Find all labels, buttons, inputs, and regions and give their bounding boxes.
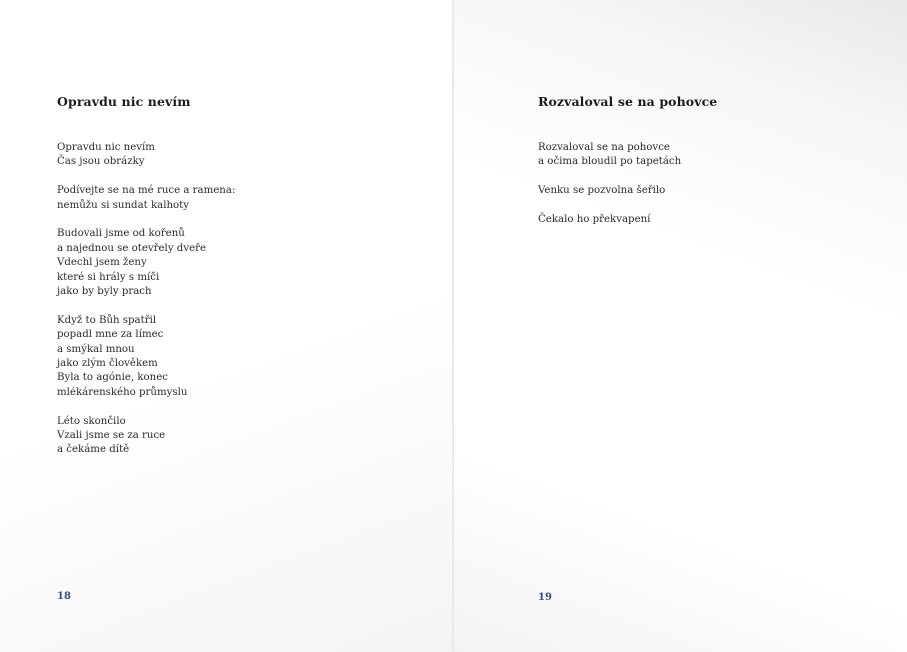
page-number: 18 <box>57 591 71 602</box>
stanza <box>538 184 681 198</box>
poem-line: a očima bloudil po tapetách <box>538 156 682 168</box>
poem-line: Vdechl jsem ženy <box>57 257 147 269</box>
poem-line: Vzali jsme se za ruce <box>57 430 166 442</box>
poem-title: Rozvaloval se na pohovce <box>538 94 718 109</box>
poem-line: Budovali jsme od kořenů <box>57 228 185 240</box>
poem-line: jako by byly prach <box>57 286 152 298</box>
poem-line: mlékárenského průmyslu <box>57 386 188 398</box>
stanza <box>57 184 235 213</box>
poem-line: Čas jsou obrázky <box>57 156 145 168</box>
right-page <box>454 0 907 652</box>
stanza <box>57 314 235 400</box>
poem-line: a čekáme dítě <box>57 444 130 456</box>
stanza <box>57 141 235 170</box>
poem-line: Venku se pozvolna šeřilo <box>538 185 666 197</box>
poem-line: a smýkal mnou <box>57 343 135 355</box>
poem-line: Když to Bůh spatřil <box>57 314 157 326</box>
poem-line: Podívejte se na mé ruce a ramena: <box>57 185 236 197</box>
stanza <box>57 415 235 458</box>
poem-title: Opravdu nic nevím <box>57 94 191 109</box>
stanza <box>538 213 681 227</box>
poem-line: popadl mne za límec <box>57 329 164 341</box>
page-number: 19 <box>538 592 552 603</box>
stanza <box>57 227 235 299</box>
stanza <box>538 141 681 170</box>
poem-body <box>57 141 235 472</box>
poem-line: Rozvaloval se na pohovce <box>538 142 670 153</box>
poem-line: Čekalo ho překvapení <box>538 214 651 225</box>
poem-line: nemůžu si sundat kalhoty <box>57 199 190 211</box>
poem-line: a najednou se otevřely dveře <box>57 242 207 254</box>
poem-line: Opravdu nic nevím <box>57 142 155 153</box>
poem-line: Byla to agónie, konec <box>57 372 168 384</box>
left-page <box>0 0 453 652</box>
poem-line: které si hrály s míči <box>57 271 160 283</box>
poem-line: jako zlým člověkem <box>57 358 158 370</box>
poem-body <box>538 141 681 242</box>
poem-line: Léto skončilo <box>57 415 126 427</box>
